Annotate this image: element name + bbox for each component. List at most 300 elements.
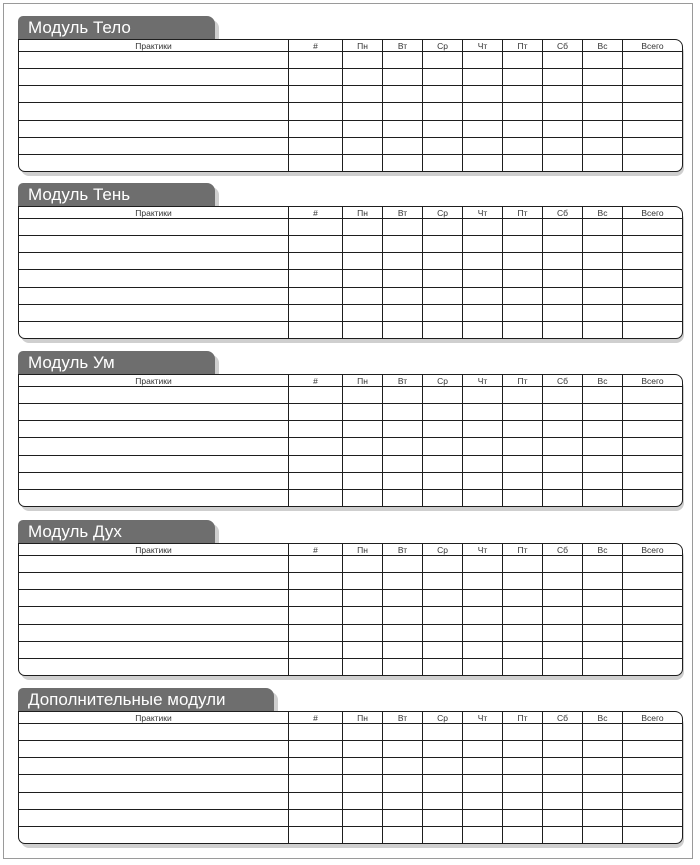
table-cell[interactable] bbox=[383, 775, 423, 792]
table-cell[interactable] bbox=[343, 155, 383, 171]
table-cell[interactable] bbox=[623, 322, 682, 338]
table-cell[interactable] bbox=[423, 421, 463, 438]
table-cell[interactable] bbox=[289, 305, 343, 322]
table-cell[interactable] bbox=[423, 103, 463, 120]
table-cell[interactable] bbox=[19, 121, 289, 138]
table-cell[interactable] bbox=[19, 288, 289, 305]
table-cell[interactable] bbox=[289, 103, 343, 120]
table-cell[interactable] bbox=[383, 573, 423, 590]
table-cell[interactable] bbox=[503, 421, 543, 438]
table-cell[interactable] bbox=[343, 288, 383, 305]
table-cell[interactable] bbox=[583, 590, 623, 607]
table-cell[interactable] bbox=[289, 219, 343, 236]
table-cell[interactable] bbox=[19, 387, 289, 404]
table-cell[interactable] bbox=[623, 270, 682, 287]
table-cell[interactable] bbox=[503, 69, 543, 86]
table-cell[interactable] bbox=[463, 86, 503, 103]
table-cell[interactable] bbox=[623, 810, 682, 827]
table-cell[interactable] bbox=[503, 793, 543, 810]
table-cell[interactable] bbox=[383, 387, 423, 404]
table-cell[interactable] bbox=[583, 236, 623, 253]
table-cell[interactable] bbox=[19, 69, 289, 86]
table-cell[interactable] bbox=[289, 387, 343, 404]
table-cell[interactable] bbox=[503, 659, 543, 675]
table-cell[interactable] bbox=[383, 827, 423, 843]
table-cell[interactable] bbox=[583, 219, 623, 236]
table-cell[interactable] bbox=[463, 590, 503, 607]
table-cell[interactable] bbox=[463, 253, 503, 270]
table-cell[interactable] bbox=[503, 288, 543, 305]
table-cell[interactable] bbox=[383, 86, 423, 103]
table-cell[interactable] bbox=[423, 827, 463, 843]
table-cell[interactable] bbox=[623, 138, 682, 155]
table-cell[interactable] bbox=[583, 404, 623, 421]
table-cell[interactable] bbox=[543, 741, 583, 758]
table-cell[interactable] bbox=[343, 305, 383, 322]
table-cell[interactable] bbox=[543, 219, 583, 236]
table-cell[interactable] bbox=[543, 573, 583, 590]
table-cell[interactable] bbox=[503, 387, 543, 404]
table-cell[interactable] bbox=[583, 607, 623, 624]
table-cell[interactable] bbox=[383, 556, 423, 573]
table-cell[interactable] bbox=[383, 793, 423, 810]
table-cell[interactable] bbox=[289, 288, 343, 305]
table-cell[interactable] bbox=[423, 270, 463, 287]
table-cell[interactable] bbox=[623, 473, 682, 490]
table-cell[interactable] bbox=[503, 741, 543, 758]
table-cell[interactable] bbox=[623, 490, 682, 506]
table-cell[interactable] bbox=[289, 573, 343, 590]
table-cell[interactable] bbox=[543, 642, 583, 659]
table-cell[interactable] bbox=[343, 103, 383, 120]
table-cell[interactable] bbox=[583, 659, 623, 675]
table-cell[interactable] bbox=[289, 121, 343, 138]
table-cell[interactable] bbox=[503, 490, 543, 506]
table-cell[interactable] bbox=[503, 758, 543, 775]
table-cell[interactable] bbox=[383, 138, 423, 155]
table-cell[interactable] bbox=[423, 607, 463, 624]
table-cell[interactable] bbox=[289, 625, 343, 642]
table-cell[interactable] bbox=[623, 236, 682, 253]
table-cell[interactable] bbox=[19, 155, 289, 171]
table-cell[interactable] bbox=[623, 305, 682, 322]
table-cell[interactable] bbox=[343, 253, 383, 270]
table-cell[interactable] bbox=[503, 270, 543, 287]
table-cell[interactable] bbox=[343, 642, 383, 659]
table-cell[interactable] bbox=[623, 625, 682, 642]
table-cell[interactable] bbox=[423, 793, 463, 810]
table-cell[interactable] bbox=[423, 556, 463, 573]
table-cell[interactable] bbox=[383, 219, 423, 236]
table-cell[interactable] bbox=[623, 387, 682, 404]
table-cell[interactable] bbox=[543, 793, 583, 810]
table-cell[interactable] bbox=[543, 52, 583, 69]
table-cell[interactable] bbox=[623, 155, 682, 171]
table-cell[interactable] bbox=[423, 387, 463, 404]
table-cell[interactable] bbox=[583, 490, 623, 506]
table-cell[interactable] bbox=[289, 52, 343, 69]
table-cell[interactable] bbox=[289, 270, 343, 287]
table-cell[interactable] bbox=[503, 573, 543, 590]
table-cell[interactable] bbox=[19, 404, 289, 421]
table-cell[interactable] bbox=[289, 155, 343, 171]
table-cell[interactable] bbox=[343, 556, 383, 573]
table-cell[interactable] bbox=[423, 456, 463, 473]
table-cell[interactable] bbox=[343, 775, 383, 792]
table-cell[interactable] bbox=[503, 625, 543, 642]
table-cell[interactable] bbox=[543, 138, 583, 155]
table-cell[interactable] bbox=[543, 103, 583, 120]
table-cell[interactable] bbox=[623, 758, 682, 775]
table-cell[interactable] bbox=[583, 69, 623, 86]
table-cell[interactable] bbox=[463, 288, 503, 305]
table-cell[interactable] bbox=[19, 573, 289, 590]
table-cell[interactable] bbox=[289, 556, 343, 573]
table-cell[interactable] bbox=[383, 758, 423, 775]
table-cell[interactable] bbox=[543, 827, 583, 843]
table-cell[interactable] bbox=[463, 69, 503, 86]
table-cell[interactable] bbox=[423, 741, 463, 758]
table-cell[interactable] bbox=[583, 305, 623, 322]
table-cell[interactable] bbox=[463, 490, 503, 506]
table-cell[interactable] bbox=[19, 724, 289, 741]
table-cell[interactable] bbox=[289, 758, 343, 775]
table-cell[interactable] bbox=[19, 659, 289, 675]
table-cell[interactable] bbox=[289, 490, 343, 506]
table-cell[interactable] bbox=[543, 607, 583, 624]
table-cell[interactable] bbox=[463, 573, 503, 590]
table-cell[interactable] bbox=[543, 556, 583, 573]
table-cell[interactable] bbox=[289, 473, 343, 490]
table-cell[interactable] bbox=[19, 270, 289, 287]
table-cell[interactable] bbox=[343, 473, 383, 490]
table-cell[interactable] bbox=[583, 741, 623, 758]
table-cell[interactable] bbox=[583, 270, 623, 287]
table-cell[interactable] bbox=[503, 138, 543, 155]
table-cell[interactable] bbox=[423, 473, 463, 490]
table-cell[interactable] bbox=[463, 758, 503, 775]
table-cell[interactable] bbox=[383, 404, 423, 421]
table-cell[interactable] bbox=[19, 236, 289, 253]
table-cell[interactable] bbox=[343, 52, 383, 69]
table-cell[interactable] bbox=[503, 322, 543, 338]
table-cell[interactable] bbox=[289, 438, 343, 455]
table-cell[interactable] bbox=[543, 270, 583, 287]
table-cell[interactable] bbox=[543, 288, 583, 305]
table-cell[interactable] bbox=[289, 86, 343, 103]
table-cell[interactable] bbox=[583, 438, 623, 455]
table-cell[interactable] bbox=[543, 305, 583, 322]
table-cell[interactable] bbox=[383, 810, 423, 827]
table-cell[interactable] bbox=[383, 121, 423, 138]
table-cell[interactable] bbox=[423, 775, 463, 792]
table-cell[interactable] bbox=[289, 827, 343, 843]
table-cell[interactable] bbox=[19, 138, 289, 155]
table-cell[interactable] bbox=[503, 219, 543, 236]
table-cell[interactable] bbox=[623, 659, 682, 675]
table-cell[interactable] bbox=[19, 827, 289, 843]
table-cell[interactable] bbox=[383, 659, 423, 675]
table-cell[interactable] bbox=[583, 758, 623, 775]
table-cell[interactable] bbox=[583, 473, 623, 490]
table-cell[interactable] bbox=[19, 253, 289, 270]
table-cell[interactable] bbox=[343, 69, 383, 86]
table-cell[interactable] bbox=[503, 121, 543, 138]
table-cell[interactable] bbox=[543, 490, 583, 506]
table-cell[interactable] bbox=[623, 86, 682, 103]
table-cell[interactable] bbox=[463, 741, 503, 758]
table-cell[interactable] bbox=[19, 438, 289, 455]
table-cell[interactable] bbox=[543, 121, 583, 138]
table-cell[interactable] bbox=[623, 741, 682, 758]
table-cell[interactable] bbox=[383, 741, 423, 758]
table-cell[interactable] bbox=[423, 155, 463, 171]
table-cell[interactable] bbox=[423, 288, 463, 305]
table-cell[interactable] bbox=[423, 659, 463, 675]
table-cell[interactable] bbox=[423, 404, 463, 421]
table-cell[interactable] bbox=[623, 793, 682, 810]
table-cell[interactable] bbox=[463, 810, 503, 827]
table-cell[interactable] bbox=[463, 387, 503, 404]
table-cell[interactable] bbox=[383, 473, 423, 490]
table-cell[interactable] bbox=[623, 288, 682, 305]
table-cell[interactable] bbox=[623, 607, 682, 624]
table-cell[interactable] bbox=[343, 659, 383, 675]
table-cell[interactable] bbox=[383, 270, 423, 287]
table-cell[interactable] bbox=[503, 724, 543, 741]
table-cell[interactable] bbox=[503, 305, 543, 322]
table-cell[interactable] bbox=[343, 270, 383, 287]
table-cell[interactable] bbox=[383, 322, 423, 338]
table-cell[interactable] bbox=[19, 625, 289, 642]
table-cell[interactable] bbox=[19, 456, 289, 473]
table-cell[interactable] bbox=[423, 305, 463, 322]
table-cell[interactable] bbox=[463, 556, 503, 573]
table-cell[interactable] bbox=[423, 138, 463, 155]
table-cell[interactable] bbox=[289, 810, 343, 827]
table-cell[interactable] bbox=[463, 827, 503, 843]
table-cell[interactable] bbox=[289, 607, 343, 624]
table-cell[interactable] bbox=[543, 775, 583, 792]
table-cell[interactable] bbox=[289, 793, 343, 810]
table-cell[interactable] bbox=[343, 322, 383, 338]
table-cell[interactable] bbox=[383, 103, 423, 120]
table-cell[interactable] bbox=[463, 438, 503, 455]
table-cell[interactable] bbox=[19, 52, 289, 69]
table-cell[interactable] bbox=[503, 775, 543, 792]
table-cell[interactable] bbox=[423, 438, 463, 455]
table-cell[interactable] bbox=[583, 775, 623, 792]
table-cell[interactable] bbox=[383, 288, 423, 305]
table-cell[interactable] bbox=[623, 421, 682, 438]
table-cell[interactable] bbox=[583, 793, 623, 810]
table-cell[interactable] bbox=[19, 810, 289, 827]
table-cell[interactable] bbox=[343, 758, 383, 775]
table-cell[interactable] bbox=[19, 758, 289, 775]
table-cell[interactable] bbox=[543, 810, 583, 827]
table-cell[interactable] bbox=[583, 387, 623, 404]
table-cell[interactable] bbox=[543, 155, 583, 171]
table-cell[interactable] bbox=[623, 253, 682, 270]
table-cell[interactable] bbox=[423, 810, 463, 827]
table-cell[interactable] bbox=[623, 556, 682, 573]
table-cell[interactable] bbox=[383, 253, 423, 270]
table-cell[interactable] bbox=[463, 155, 503, 171]
table-cell[interactable] bbox=[383, 236, 423, 253]
table-cell[interactable] bbox=[463, 642, 503, 659]
table-cell[interactable] bbox=[543, 438, 583, 455]
table-cell[interactable] bbox=[503, 473, 543, 490]
table-cell[interactable] bbox=[583, 52, 623, 69]
table-cell[interactable] bbox=[343, 404, 383, 421]
table-cell[interactable] bbox=[423, 219, 463, 236]
table-cell[interactable] bbox=[383, 421, 423, 438]
table-cell[interactable] bbox=[583, 253, 623, 270]
table-cell[interactable] bbox=[623, 642, 682, 659]
table-cell[interactable] bbox=[543, 236, 583, 253]
table-cell[interactable] bbox=[463, 793, 503, 810]
table-cell[interactable] bbox=[343, 421, 383, 438]
table-cell[interactable] bbox=[503, 52, 543, 69]
table-cell[interactable] bbox=[383, 69, 423, 86]
table-cell[interactable] bbox=[623, 121, 682, 138]
table-cell[interactable] bbox=[289, 322, 343, 338]
table-cell[interactable] bbox=[543, 404, 583, 421]
table-cell[interactable] bbox=[503, 607, 543, 624]
table-cell[interactable] bbox=[463, 270, 503, 287]
table-cell[interactable] bbox=[423, 121, 463, 138]
table-cell[interactable] bbox=[463, 775, 503, 792]
table-cell[interactable] bbox=[343, 387, 383, 404]
table-cell[interactable] bbox=[623, 590, 682, 607]
table-cell[interactable] bbox=[463, 138, 503, 155]
table-cell[interactable] bbox=[343, 573, 383, 590]
table-cell[interactable] bbox=[583, 103, 623, 120]
table-cell[interactable] bbox=[19, 103, 289, 120]
table-cell[interactable] bbox=[623, 52, 682, 69]
table-cell[interactable] bbox=[543, 659, 583, 675]
table-cell[interactable] bbox=[19, 322, 289, 338]
table-cell[interactable] bbox=[583, 86, 623, 103]
table-cell[interactable] bbox=[383, 625, 423, 642]
table-cell[interactable] bbox=[289, 741, 343, 758]
table-cell[interactable] bbox=[19, 219, 289, 236]
table-cell[interactable] bbox=[289, 456, 343, 473]
table-cell[interactable] bbox=[503, 253, 543, 270]
table-cell[interactable] bbox=[463, 659, 503, 675]
table-cell[interactable] bbox=[463, 52, 503, 69]
table-cell[interactable] bbox=[343, 438, 383, 455]
table-cell[interactable] bbox=[423, 322, 463, 338]
table-cell[interactable] bbox=[19, 793, 289, 810]
table-cell[interactable] bbox=[19, 490, 289, 506]
table-cell[interactable] bbox=[19, 556, 289, 573]
table-cell[interactable] bbox=[463, 473, 503, 490]
table-cell[interactable] bbox=[423, 253, 463, 270]
table-cell[interactable] bbox=[463, 421, 503, 438]
table-cell[interactable] bbox=[543, 758, 583, 775]
table-cell[interactable] bbox=[503, 456, 543, 473]
table-cell[interactable] bbox=[623, 438, 682, 455]
table-cell[interactable] bbox=[19, 642, 289, 659]
table-cell[interactable] bbox=[543, 86, 583, 103]
table-cell[interactable] bbox=[463, 456, 503, 473]
table-cell[interactable] bbox=[463, 305, 503, 322]
table-cell[interactable] bbox=[19, 305, 289, 322]
table-cell[interactable] bbox=[19, 607, 289, 624]
table-cell[interactable] bbox=[503, 556, 543, 573]
table-cell[interactable] bbox=[383, 590, 423, 607]
table-cell[interactable] bbox=[583, 288, 623, 305]
table-cell[interactable] bbox=[343, 138, 383, 155]
table-cell[interactable] bbox=[503, 810, 543, 827]
table-cell[interactable] bbox=[503, 642, 543, 659]
table-cell[interactable] bbox=[463, 724, 503, 741]
table-cell[interactable] bbox=[623, 404, 682, 421]
table-cell[interactable] bbox=[19, 775, 289, 792]
table-cell[interactable] bbox=[463, 219, 503, 236]
table-cell[interactable] bbox=[543, 724, 583, 741]
table-cell[interactable] bbox=[463, 404, 503, 421]
table-cell[interactable] bbox=[289, 724, 343, 741]
table-cell[interactable] bbox=[19, 86, 289, 103]
table-cell[interactable] bbox=[423, 236, 463, 253]
table-cell[interactable] bbox=[343, 121, 383, 138]
table-cell[interactable] bbox=[289, 590, 343, 607]
table-cell[interactable] bbox=[503, 155, 543, 171]
table-cell[interactable] bbox=[383, 607, 423, 624]
table-cell[interactable] bbox=[623, 103, 682, 120]
table-cell[interactable] bbox=[423, 52, 463, 69]
table-cell[interactable] bbox=[383, 490, 423, 506]
table-cell[interactable] bbox=[383, 724, 423, 741]
table-cell[interactable] bbox=[383, 438, 423, 455]
table-cell[interactable] bbox=[423, 69, 463, 86]
table-cell[interactable] bbox=[383, 305, 423, 322]
table-cell[interactable] bbox=[543, 322, 583, 338]
table-cell[interactable] bbox=[503, 827, 543, 843]
table-cell[interactable] bbox=[343, 724, 383, 741]
table-cell[interactable] bbox=[583, 138, 623, 155]
table-cell[interactable] bbox=[383, 52, 423, 69]
table-cell[interactable] bbox=[289, 69, 343, 86]
table-cell[interactable] bbox=[543, 625, 583, 642]
table-cell[interactable] bbox=[623, 724, 682, 741]
table-cell[interactable] bbox=[543, 421, 583, 438]
table-cell[interactable] bbox=[543, 69, 583, 86]
table-cell[interactable] bbox=[343, 590, 383, 607]
table-cell[interactable] bbox=[583, 121, 623, 138]
table-cell[interactable] bbox=[463, 322, 503, 338]
table-cell[interactable] bbox=[543, 473, 583, 490]
table-cell[interactable] bbox=[289, 236, 343, 253]
table-cell[interactable] bbox=[343, 219, 383, 236]
table-cell[interactable] bbox=[423, 625, 463, 642]
table-cell[interactable] bbox=[289, 421, 343, 438]
table-cell[interactable] bbox=[343, 236, 383, 253]
table-cell[interactable] bbox=[583, 810, 623, 827]
table-cell[interactable] bbox=[583, 642, 623, 659]
table-cell[interactable] bbox=[583, 456, 623, 473]
table-cell[interactable] bbox=[423, 490, 463, 506]
table-cell[interactable] bbox=[623, 775, 682, 792]
table-cell[interactable] bbox=[423, 573, 463, 590]
table-cell[interactable] bbox=[583, 421, 623, 438]
table-cell[interactable] bbox=[543, 387, 583, 404]
table-cell[interactable] bbox=[623, 69, 682, 86]
table-cell[interactable] bbox=[623, 827, 682, 843]
table-cell[interactable] bbox=[19, 421, 289, 438]
